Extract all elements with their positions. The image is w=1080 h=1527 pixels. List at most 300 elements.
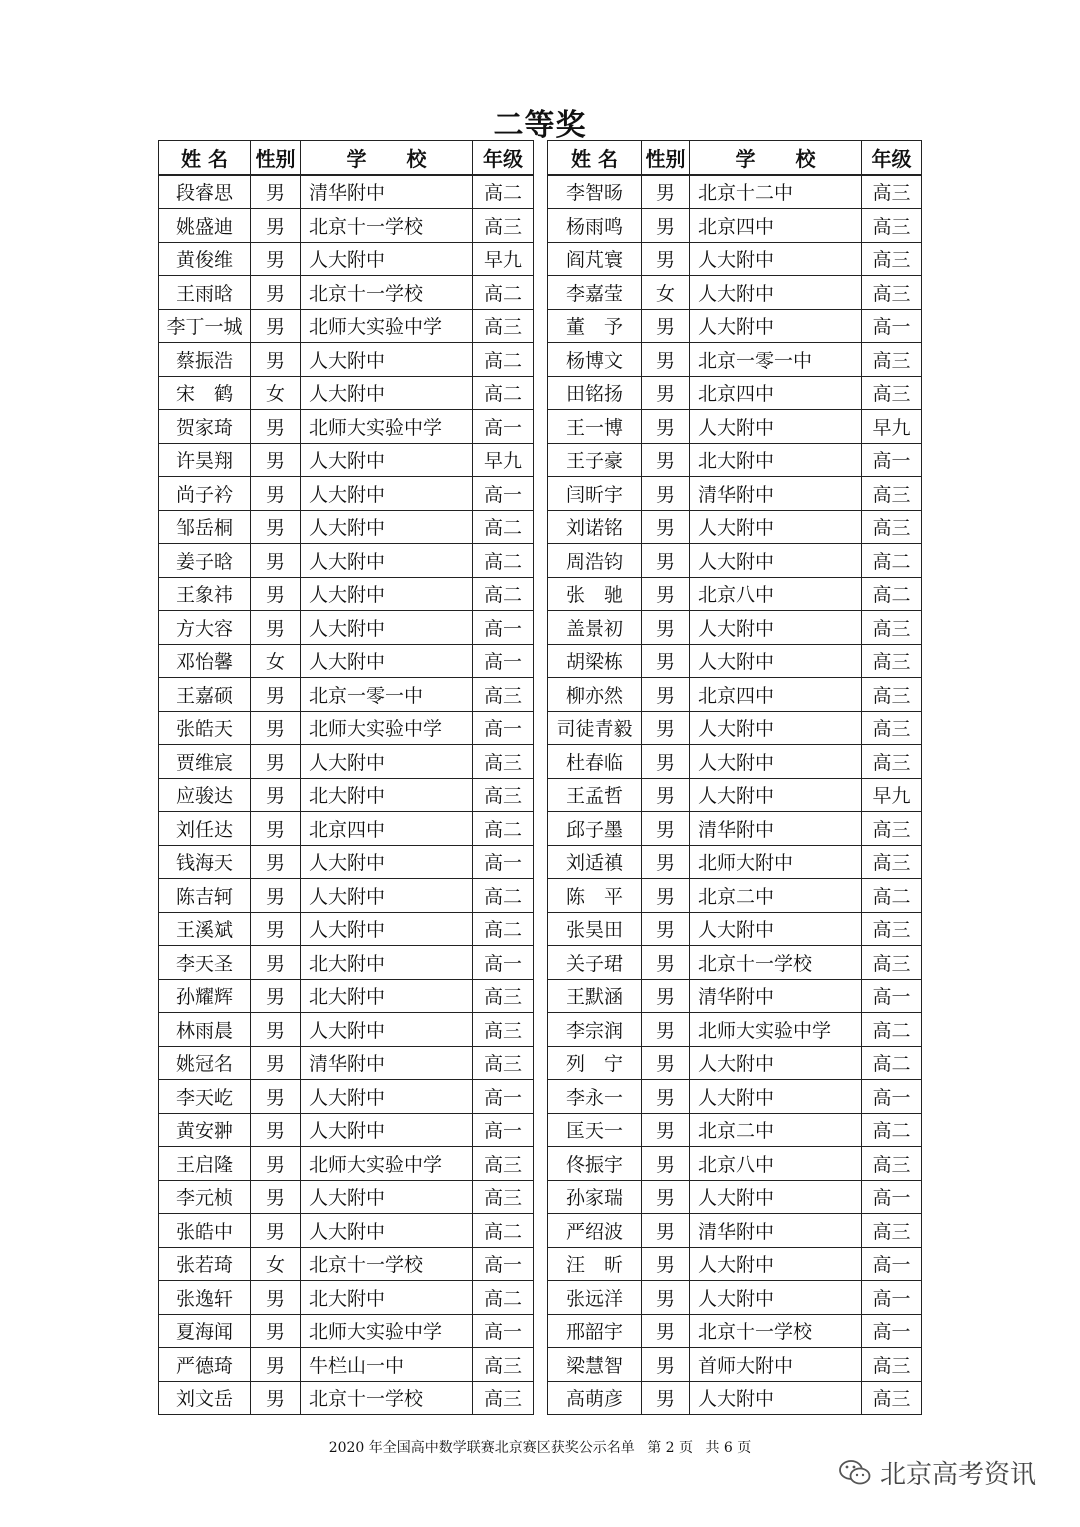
cell-school: 人大附中: [690, 778, 862, 812]
cell-grade: 高一: [862, 443, 922, 477]
cell-name: 张昊田: [548, 912, 642, 946]
cell-gender: 男: [251, 979, 301, 1013]
cell-name: 刘任达: [159, 812, 251, 846]
cell-school: 北京十一学校: [301, 209, 473, 243]
cell-name: 林雨晨: [159, 1013, 251, 1047]
cell-name: 佟振宇: [548, 1147, 642, 1181]
cell-name: 张皓天: [159, 711, 251, 745]
cell-grade: 高三: [473, 1348, 534, 1382]
cell-name: 王默涵: [548, 979, 642, 1013]
cell-school: 北师大实验中学: [301, 410, 473, 444]
cell-grade: 高一: [473, 711, 534, 745]
cell-grade: 高一: [473, 1080, 534, 1114]
cell-gender: 男: [251, 946, 301, 980]
cell-gender: 男: [642, 443, 690, 477]
cell-gender: 男: [642, 845, 690, 879]
cell-name: 孙耀辉: [159, 979, 251, 1013]
cell-grade: 高一: [473, 611, 534, 645]
table-row: [548, 778, 922, 812]
cell-school: 人大附中: [301, 477, 473, 511]
cell-gender: 男: [251, 544, 301, 578]
cell-grade: 高三: [862, 276, 922, 310]
cell-grade: 高三: [473, 1180, 534, 1214]
cell-grade: 高一: [473, 845, 534, 879]
cell-school: 北大附中: [301, 1281, 473, 1315]
cell-grade: 高三: [862, 242, 922, 276]
table-row: [159, 711, 534, 745]
award-table-right: [547, 140, 922, 1415]
cell-grade: 高二: [473, 879, 534, 913]
table-row: [548, 242, 922, 276]
table-row: [548, 443, 922, 477]
cell-name: 李嘉莹: [548, 276, 642, 310]
cell-school: 北京八中: [690, 1147, 862, 1181]
table-row: [159, 443, 534, 477]
cell-gender: 男: [642, 1281, 690, 1315]
cell-school: 人大附中: [301, 443, 473, 477]
cell-grade: 高二: [473, 912, 534, 946]
table-row: [159, 1348, 534, 1382]
cell-grade: 高一: [473, 1247, 534, 1281]
cell-name: 张 驰: [548, 577, 642, 611]
cell-grade: 高一: [473, 644, 534, 678]
cell-gender: 男: [642, 175, 690, 209]
cell-grade: 高一: [862, 309, 922, 343]
cell-gender: 男: [251, 879, 301, 913]
cell-name: 王嘉硕: [159, 678, 251, 712]
header-grade: 年级: [862, 141, 922, 175]
cell-gender: 男: [642, 343, 690, 377]
cell-grade: 早九: [862, 778, 922, 812]
cell-grade: 高二: [862, 879, 922, 913]
cell-grade: 高三: [473, 1381, 534, 1415]
cell-grade: 早九: [473, 443, 534, 477]
table-row: [548, 1013, 922, 1047]
table-row: [548, 175, 922, 209]
cell-grade: 高二: [862, 544, 922, 578]
cell-name: 孙家瑞: [548, 1180, 642, 1214]
cell-name: 关子珺: [548, 946, 642, 980]
cell-school: 人大附中: [690, 611, 862, 645]
table-row: [548, 544, 922, 578]
cell-gender: 男: [642, 1113, 690, 1147]
cell-name: 王溪斌: [159, 912, 251, 946]
cell-grade: 高二: [473, 1214, 534, 1248]
table-row: [159, 812, 534, 846]
table-row: [159, 577, 534, 611]
table-row: [159, 1247, 534, 1281]
cell-gender: 男: [251, 309, 301, 343]
cell-grade: 高三: [862, 946, 922, 980]
cell-grade: 高二: [473, 1281, 534, 1315]
cell-gender: 男: [251, 1281, 301, 1315]
cell-grade: 高三: [862, 1381, 922, 1415]
cell-grade: 高三: [862, 845, 922, 879]
cell-grade: 高一: [862, 1281, 922, 1315]
cell-school: 人大附中: [301, 845, 473, 879]
cell-name: 杜春临: [548, 745, 642, 779]
cell-school: 北大附中: [301, 778, 473, 812]
cell-grade: 高二: [473, 376, 534, 410]
cell-gender: 男: [642, 242, 690, 276]
cell-gender: 男: [642, 1247, 690, 1281]
cell-name: 蔡振浩: [159, 343, 251, 377]
cell-gender: 男: [642, 912, 690, 946]
cell-school: 北京十一学校: [690, 946, 862, 980]
table-row: [159, 745, 534, 779]
table-row: [159, 376, 534, 410]
cell-school: 北京二中: [690, 1113, 862, 1147]
cell-grade: 高一: [473, 1314, 534, 1348]
cell-school: 北京四中: [690, 678, 862, 712]
cell-name: 陈 平: [548, 879, 642, 913]
cell-grade: 高三: [862, 343, 922, 377]
cell-name: 李丁一城: [159, 309, 251, 343]
cell-gender: 男: [642, 1013, 690, 1047]
table-row: [159, 1314, 534, 1348]
table-row: [159, 678, 534, 712]
cell-name: 李永一: [548, 1080, 642, 1114]
table-row: [548, 845, 922, 879]
cell-school: 人大附中: [690, 544, 862, 578]
cell-school: 北师大实验中学: [690, 1013, 862, 1047]
table-row: [159, 544, 534, 578]
table-row: [548, 1348, 922, 1382]
table-row: [159, 644, 534, 678]
cell-gender: 男: [251, 1080, 301, 1114]
cell-school: 人大附中: [690, 510, 862, 544]
cell-name: 王象祎: [159, 577, 251, 611]
cell-grade: 高三: [862, 1348, 922, 1382]
cell-school: 清华附中: [690, 979, 862, 1013]
cell-grade: 高三: [862, 644, 922, 678]
cell-gender: 男: [642, 309, 690, 343]
cell-gender: 男: [642, 979, 690, 1013]
table-row: [548, 1080, 922, 1114]
table-row: [548, 410, 922, 444]
table-row: [548, 946, 922, 980]
table-row: [548, 912, 922, 946]
cell-grade: 高一: [473, 477, 534, 511]
cell-grade: 高一: [473, 410, 534, 444]
cell-gender: 男: [251, 1113, 301, 1147]
table-row: [548, 1180, 922, 1214]
table-row: [548, 1247, 922, 1281]
cell-grade: 高二: [473, 577, 534, 611]
cell-gender: 男: [251, 812, 301, 846]
cell-school: 人大附中: [301, 611, 473, 645]
cell-name: 列 宁: [548, 1046, 642, 1080]
cell-school: 人大附中: [690, 1247, 862, 1281]
table-row: [159, 1113, 534, 1147]
cell-school: 北师大实验中学: [301, 1147, 473, 1181]
cell-grade: 高二: [473, 343, 534, 377]
table-row: [548, 1046, 922, 1080]
cell-gender: 男: [642, 745, 690, 779]
cell-school: 清华附中: [690, 477, 862, 511]
cell-gender: 男: [251, 1046, 301, 1080]
cell-name: 司徒青毅: [548, 711, 642, 745]
cell-school: 人大附中: [690, 1046, 862, 1080]
cell-gender: 男: [251, 276, 301, 310]
cell-name: 李智旸: [548, 175, 642, 209]
cell-school: 北师大实验中学: [301, 711, 473, 745]
cell-gender: 男: [251, 745, 301, 779]
table-row: [159, 175, 534, 209]
cell-name: 高萌彦: [548, 1381, 642, 1415]
table-row: [159, 343, 534, 377]
cell-grade: 高三: [862, 1214, 922, 1248]
cell-name: 邓怡馨: [159, 644, 251, 678]
cell-school: 人大附中: [301, 1080, 473, 1114]
header-name: 姓 名: [159, 141, 251, 175]
cell-school: 人大附中: [690, 1180, 862, 1214]
cell-school: 清华附中: [690, 1214, 862, 1248]
cell-grade: 高一: [473, 946, 534, 980]
table-row: [159, 1214, 534, 1248]
cell-school: 人大附中: [690, 912, 862, 946]
cell-school: 人大附中: [690, 1381, 862, 1415]
cell-gender: 女: [251, 376, 301, 410]
cell-grade: 高三: [862, 912, 922, 946]
cell-name: 陈吉轲: [159, 879, 251, 913]
cell-grade: 高一: [862, 979, 922, 1013]
header-grade: 年级: [473, 141, 534, 175]
cell-gender: 男: [642, 611, 690, 645]
cell-grade: 高三: [862, 678, 922, 712]
cell-school: 北京十一学校: [301, 276, 473, 310]
cell-name: 夏海闻: [159, 1314, 251, 1348]
table-row: [548, 1281, 922, 1315]
page-title: 二等奖: [493, 108, 587, 143]
cell-school: 北京一零一中: [301, 678, 473, 712]
table-row: [159, 979, 534, 1013]
watermark-text: 北京高考资讯: [880, 1460, 1037, 1490]
cell-gender: 男: [642, 1348, 690, 1382]
table-row: [159, 879, 534, 913]
cell-name: 严德琦: [159, 1348, 251, 1382]
cell-name: 王孟哲: [548, 778, 642, 812]
cell-grade: 高二: [862, 1046, 922, 1080]
cell-school: 人大附中: [301, 1113, 473, 1147]
cell-name: 杨雨鸣: [548, 209, 642, 243]
cell-gender: 男: [251, 477, 301, 511]
cell-grade: 高二: [473, 812, 534, 846]
cell-school: 人大附中: [690, 1080, 862, 1114]
cell-grade: 高三: [473, 778, 534, 812]
cell-name: 姚盛迪: [159, 209, 251, 243]
cell-school: 人大附中: [301, 343, 473, 377]
table-row: [159, 1013, 534, 1047]
table-row: [159, 510, 534, 544]
cell-gender: 男: [642, 946, 690, 980]
cell-school: 北师大附中: [690, 845, 862, 879]
table-row: [159, 611, 534, 645]
cell-school: 人大附中: [690, 242, 862, 276]
cell-name: 黄俊维: [159, 242, 251, 276]
table-row: [159, 1180, 534, 1214]
cell-grade: 高二: [862, 1113, 922, 1147]
cell-gender: 男: [642, 711, 690, 745]
cell-school: 人大附中: [690, 276, 862, 310]
cell-school: 人大附中: [301, 879, 473, 913]
cell-name: 张皓中: [159, 1214, 251, 1248]
cell-name: 方大容: [159, 611, 251, 645]
cell-name: 田铭扬: [548, 376, 642, 410]
table-row: [159, 778, 534, 812]
table-row: [159, 309, 534, 343]
header-name: 姓 名: [548, 141, 642, 175]
cell-gender: 男: [251, 343, 301, 377]
cell-school: 人大附中: [301, 376, 473, 410]
cell-grade: 高三: [473, 1013, 534, 1047]
cell-name: 刘诺铭: [548, 510, 642, 544]
cell-grade: 高三: [862, 611, 922, 645]
cell-school: 人大附中: [301, 1013, 473, 1047]
table-row: [548, 979, 922, 1013]
cell-gender: 男: [251, 175, 301, 209]
table-row: [548, 1314, 922, 1348]
cell-school: 人大附中: [301, 1180, 473, 1214]
table-row: [159, 1147, 534, 1181]
cell-name: 钱海天: [159, 845, 251, 879]
cell-gender: 男: [642, 1147, 690, 1181]
footer-page-total: 共 6 页: [705, 1440, 752, 1456]
table-row: [548, 745, 922, 779]
table-row: [548, 1381, 922, 1415]
table-row: [548, 678, 922, 712]
cell-gender: 男: [251, 611, 301, 645]
cell-school: 北大附中: [690, 443, 862, 477]
cell-gender: 男: [251, 845, 301, 879]
header-gender: 性别: [251, 141, 301, 175]
cell-name: 刘文岳: [159, 1381, 251, 1415]
cell-school: 北大附中: [301, 946, 473, 980]
cell-school: 人大附中: [301, 644, 473, 678]
cell-school: 人大附中: [301, 577, 473, 611]
footer-page-number: 第 2 页: [647, 1440, 694, 1456]
cell-name: 杨博文: [548, 343, 642, 377]
table-row: [159, 477, 534, 511]
cell-gender: 男: [642, 410, 690, 444]
cell-gender: 男: [642, 1314, 690, 1348]
cell-grade: 早九: [473, 242, 534, 276]
cell-grade: 高三: [862, 812, 922, 846]
cell-gender: 男: [642, 477, 690, 511]
table-row: [548, 209, 922, 243]
table-row: [548, 1113, 922, 1147]
cell-gender: 男: [642, 1080, 690, 1114]
cell-school: 北京十一学校: [301, 1381, 473, 1415]
cell-name: 王雨晗: [159, 276, 251, 310]
table-row: [159, 1381, 534, 1415]
header-school: 学 校: [690, 141, 862, 175]
table-row: [159, 1046, 534, 1080]
cell-grade: 高三: [473, 1046, 534, 1080]
table-header-row: [159, 141, 534, 175]
header-gender: 性别: [642, 141, 690, 175]
cell-school: 北京十二中: [690, 175, 862, 209]
cell-gender: 女: [251, 644, 301, 678]
cell-grade: 高三: [473, 745, 534, 779]
cell-school: 人大附中: [301, 510, 473, 544]
cell-name: 张若琦: [159, 1247, 251, 1281]
cell-name: 张远洋: [548, 1281, 642, 1315]
cell-name: 李天圣: [159, 946, 251, 980]
cell-school: 北京四中: [690, 209, 862, 243]
table-row: [159, 410, 534, 444]
cell-gender: 男: [251, 1180, 301, 1214]
watermark: [838, 1454, 1036, 1491]
cell-name: 周浩钧: [548, 544, 642, 578]
cell-grade: 高一: [862, 1180, 922, 1214]
cell-name: 邹岳桐: [159, 510, 251, 544]
cell-name: 许昊翔: [159, 443, 251, 477]
cell-gender: 男: [642, 678, 690, 712]
cell-gender: 男: [251, 1348, 301, 1382]
cell-name: 闫昕宇: [548, 477, 642, 511]
cell-grade: 高一: [862, 1080, 922, 1114]
cell-gender: 男: [251, 711, 301, 745]
cell-school: 北京十一学校: [690, 1314, 862, 1348]
table-row: [159, 946, 534, 980]
wechat-icon: [838, 1458, 872, 1488]
cell-name: 宋 鹤: [159, 376, 251, 410]
cell-school: 北京十一学校: [301, 1247, 473, 1281]
cell-gender: 男: [251, 577, 301, 611]
table-row: [548, 343, 922, 377]
table-row: [159, 912, 534, 946]
cell-name: 王子豪: [548, 443, 642, 477]
cell-name: 贺家琦: [159, 410, 251, 444]
cell-gender: 男: [642, 1381, 690, 1415]
cell-name: 应骏达: [159, 778, 251, 812]
cell-name: 盖景初: [548, 611, 642, 645]
cell-name: 黄安翀: [159, 1113, 251, 1147]
cell-grade: 高三: [473, 1147, 534, 1181]
cell-school: 北大附中: [301, 979, 473, 1013]
cell-gender: 男: [642, 1046, 690, 1080]
table-row: [548, 879, 922, 913]
cell-gender: 女: [642, 276, 690, 310]
cell-gender: 男: [642, 376, 690, 410]
cell-name: 匡天一: [548, 1113, 642, 1147]
cell-gender: 男: [251, 443, 301, 477]
cell-grade: 高一: [473, 1113, 534, 1147]
cell-grade: 高二: [473, 510, 534, 544]
cell-gender: 男: [251, 1013, 301, 1047]
cell-school: 牛栏山一中: [301, 1348, 473, 1382]
cell-gender: 男: [642, 209, 690, 243]
cell-grade: 高三: [473, 678, 534, 712]
cell-gender: 女: [251, 1247, 301, 1281]
cell-grade: 高一: [862, 1247, 922, 1281]
cell-gender: 男: [642, 577, 690, 611]
table-header-row: [548, 141, 922, 175]
cell-school: 人大附中: [690, 644, 862, 678]
cell-name: 汪 昕: [548, 1247, 642, 1281]
cell-school: 人大附中: [301, 912, 473, 946]
cell-name: 胡梁栋: [548, 644, 642, 678]
cell-gender: 男: [251, 242, 301, 276]
cell-school: 人大附中: [690, 309, 862, 343]
cell-name: 梁慧智: [548, 1348, 642, 1382]
table-row: [159, 209, 534, 243]
cell-name: 刘适禛: [548, 845, 642, 879]
table-row: [548, 510, 922, 544]
cell-name: 严绍波: [548, 1214, 642, 1248]
cell-name: 姜子晗: [159, 544, 251, 578]
